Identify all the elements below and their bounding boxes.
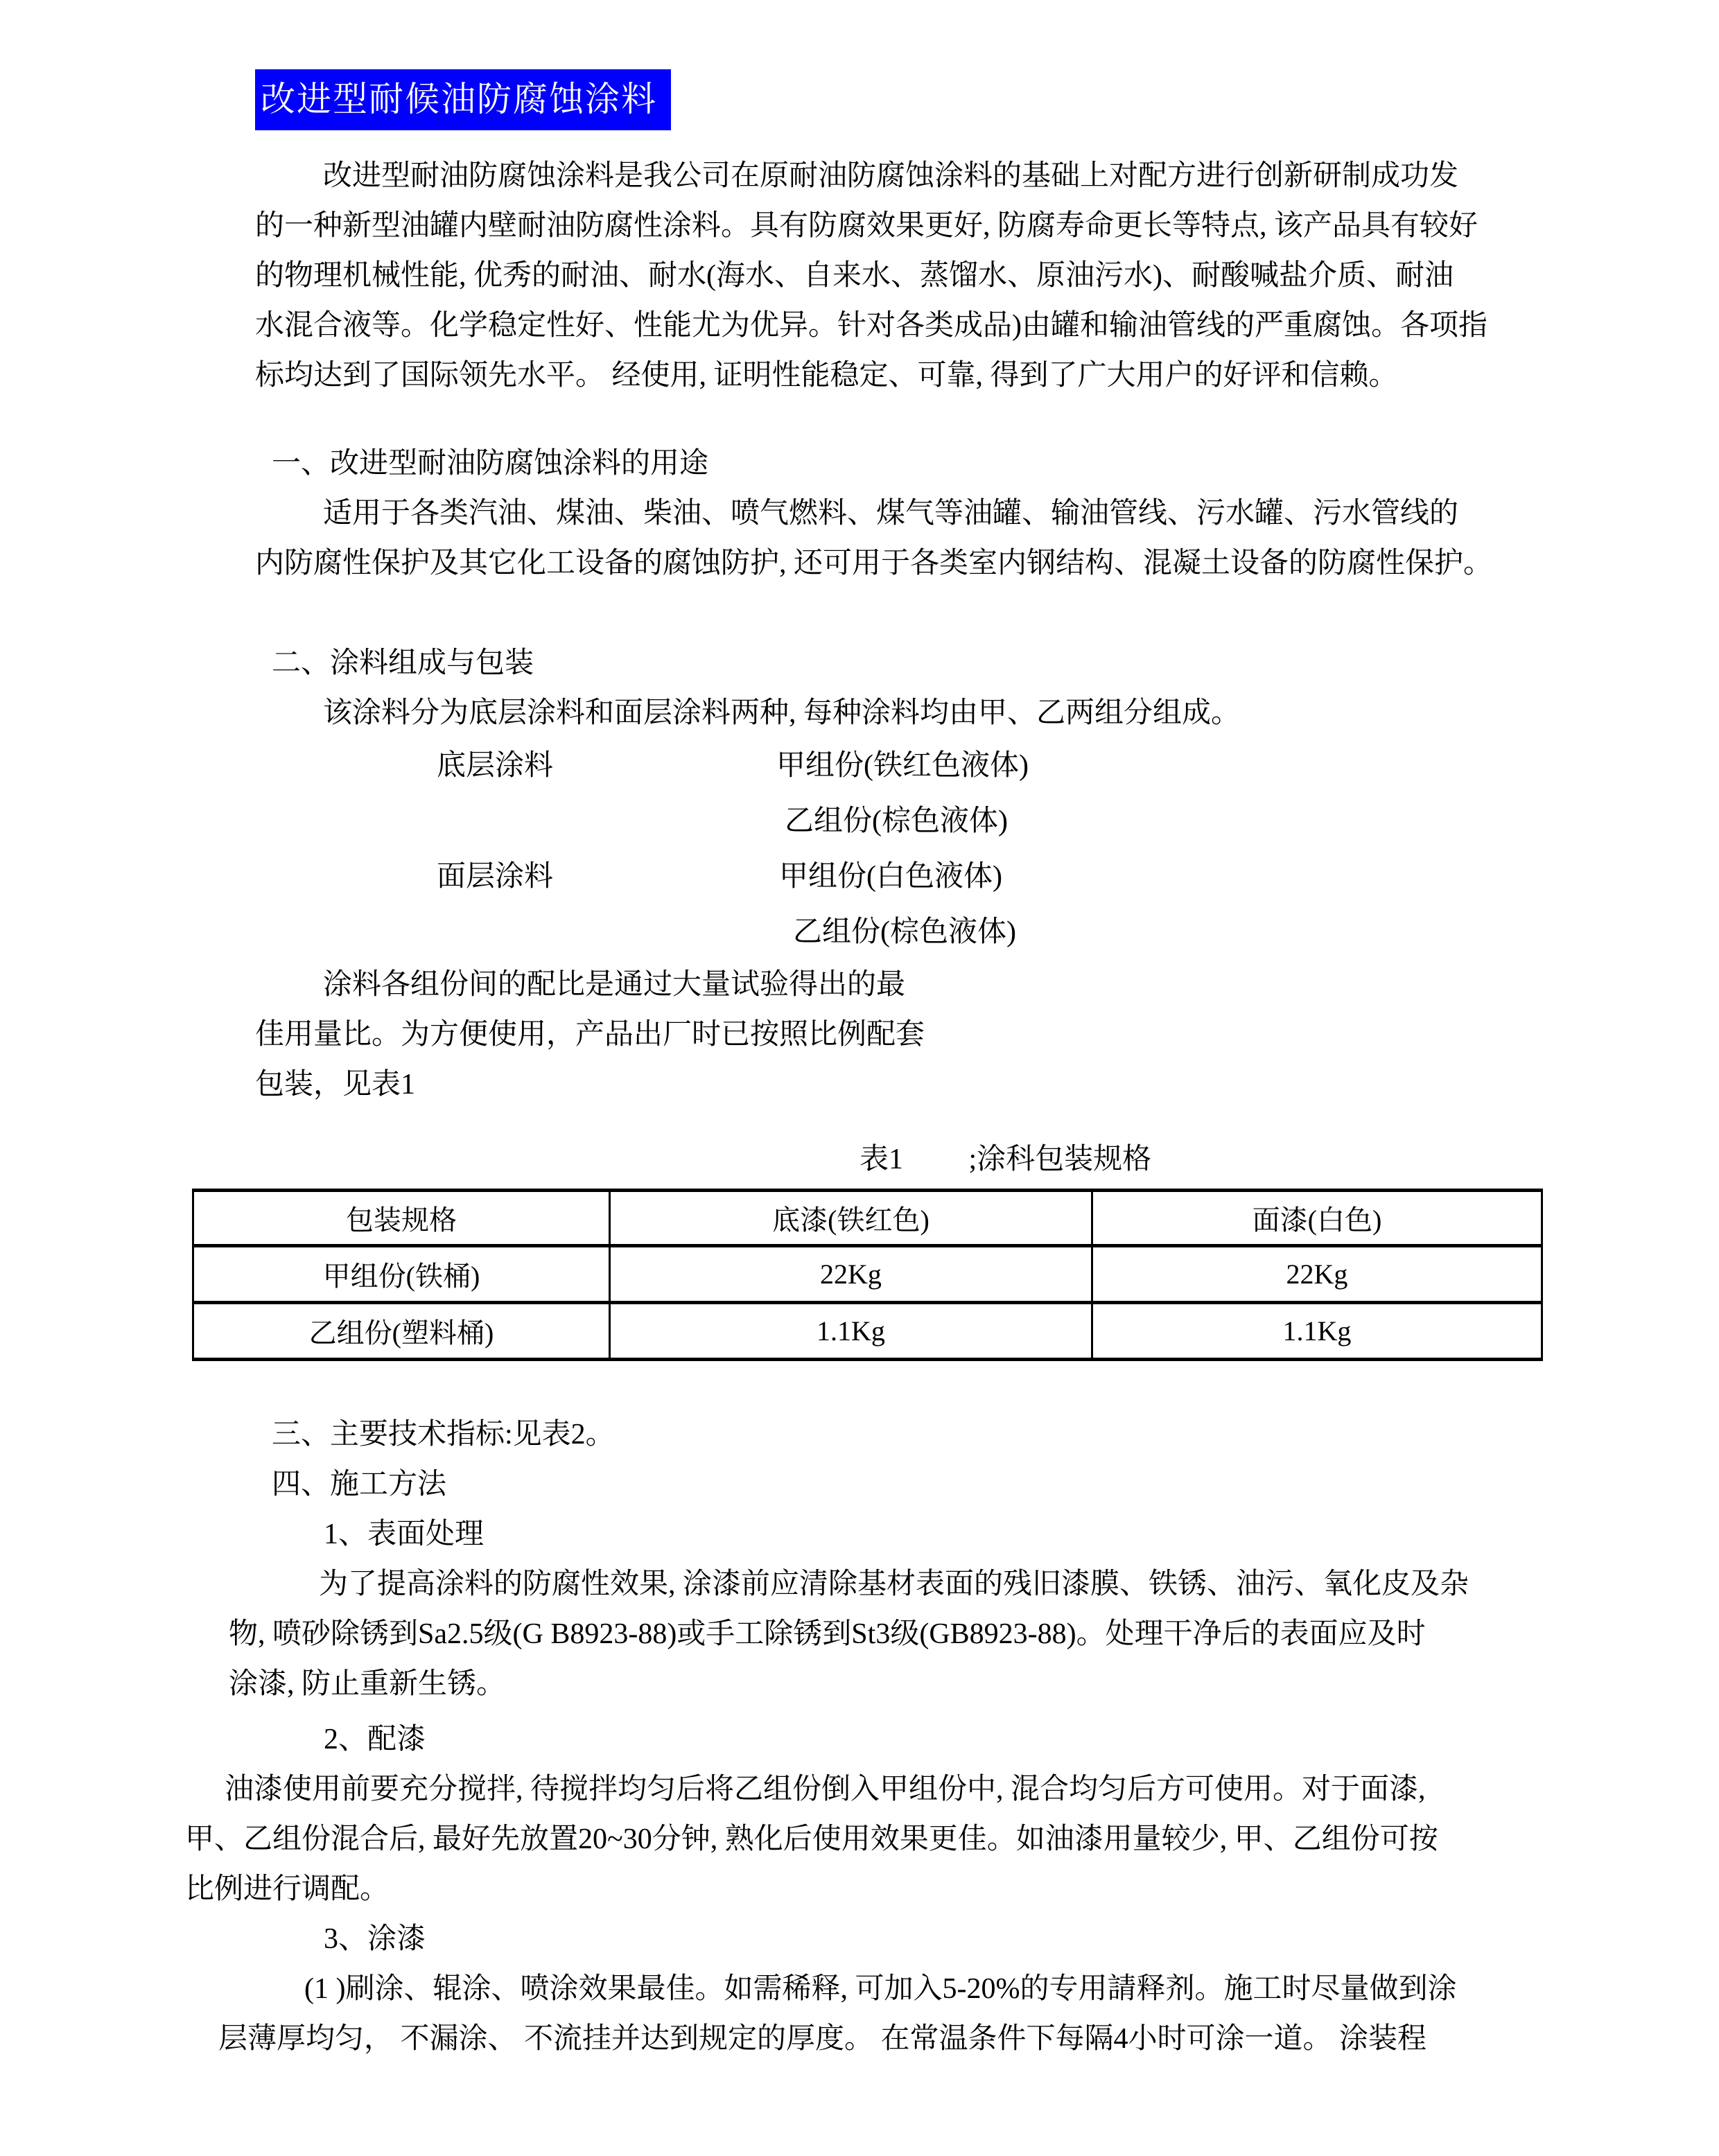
table-cell: 1.1Kg bbox=[610, 1303, 1092, 1360]
packing-spec-table bbox=[192, 1189, 1543, 1361]
section4-heading: 四、施工方法 bbox=[272, 1469, 447, 1500]
table-row bbox=[193, 1303, 1542, 1360]
surface-treatment-paragraph bbox=[229, 1559, 1518, 1709]
coating-line: (1 )刷涂、辊涂、喷涂效果最佳。如需稀释, 可加入5-20%的专用請释剂。施工时尽量做到涂 bbox=[304, 1973, 1457, 2005]
table1-caption: 表1 ;涂科包装规格 bbox=[860, 1143, 1152, 1175]
ratio-line: 涂料各组份间的配比是通过大量试验得出的最 bbox=[323, 969, 906, 1001]
ratio-paragraph bbox=[0, 960, 1719, 1110]
table-header-row bbox=[193, 1191, 1542, 1246]
sub1-heading: 1、表面处理 bbox=[324, 1518, 485, 1550]
section2-heading: 二、涂料组成与包装 bbox=[272, 647, 534, 679]
table-row bbox=[193, 1246, 1542, 1303]
component-part: 甲组份(铁红色液体) bbox=[776, 750, 1029, 782]
component-layer bbox=[437, 904, 776, 960]
mixing-line: 甲、乙组份混合后, 最好先放置20~30分钟, 熟化后使用效果更佳。如油漆用量较少, 甲、乙组份可按 bbox=[185, 1823, 1438, 1855]
paint-mixing-paragraph bbox=[185, 1764, 1525, 1914]
table-cell: 22Kg bbox=[1092, 1246, 1542, 1303]
table-cell: 乙组份(塑料桶) bbox=[193, 1303, 610, 1360]
component-list bbox=[0, 738, 1719, 960]
document-page bbox=[0, 69, 1719, 2156]
surface-line: 涂漆, 防止重新生锈。 bbox=[229, 1668, 506, 1700]
table-header-cell: 底漆(铁红色) bbox=[610, 1191, 1092, 1246]
intro-line: 水混合液等。化学稳定性好、性能尤为优异。针对各类成品)由罐和输油管线的严重腐蚀。各项指 bbox=[255, 310, 1487, 342]
component-part: 乙组份(棕色液体) bbox=[793, 916, 1016, 948]
section1-line: 内防腐性保护及其它化工设备的腐蚀防护, 还可用于各类室内钢结构、混凝土设备的防腐性保护。 bbox=[255, 547, 1493, 579]
page-title: 改进型耐候油防腐蚀涂料 bbox=[255, 69, 671, 130]
sub2-heading: 2、配漆 bbox=[324, 1724, 426, 1755]
surface-line: 物, 喷砂除锈到Sa2.5级(G B8923-88)或手工除锈到St3级(GB8923-88)。处理干净后的表面应及时 bbox=[229, 1618, 1426, 1650]
title-wrap bbox=[255, 69, 1719, 130]
mixing-line: 油漆使用前要充分搅拌, 待搅拌均匀后将乙组份倒入甲组份中, 混合均匀后方可使用。对于面漆, bbox=[225, 1773, 1426, 1805]
table-cell: 甲组份(铁桶) bbox=[193, 1246, 610, 1303]
table-header-cell: 面漆(白色) bbox=[1092, 1191, 1542, 1246]
table-cell: 1.1Kg bbox=[1092, 1303, 1542, 1360]
coating-paragraph bbox=[218, 1964, 1525, 2064]
section1-heading: 一、改进型耐油防腐蚀涂料的用途 bbox=[272, 448, 709, 480]
ratio-line: 佳用量比。为方便使用，产品出厂时已按照比例配套 bbox=[255, 1019, 925, 1051]
ratio-line: 包装，见表1 bbox=[255, 1069, 416, 1101]
component-row bbox=[0, 794, 1719, 849]
component-row bbox=[0, 904, 1719, 960]
table-header-cell: 包装规格 bbox=[193, 1191, 610, 1246]
intro-line: 改进型耐油防腐蚀涂料是我公司在原耐油防腐蚀涂料的基础上对配方进行创新研制成功发 bbox=[323, 160, 1459, 192]
component-layer: 底层涂料 bbox=[437, 750, 554, 782]
section3-heading: 三、主要技术指标:见表2。 bbox=[272, 1419, 615, 1451]
intro-line: 的物理机械性能, 优秀的耐油、耐水(海水、自来水、蒸馏水、原油污水)、耐酸喊盐介质、耐油 bbox=[255, 260, 1454, 292]
table-cell: 22Kg bbox=[610, 1246, 1092, 1303]
component-row bbox=[0, 738, 1719, 794]
component-part: 甲组份(白色液体) bbox=[779, 861, 1002, 893]
intro-line: 标均达到了国际领先水平。 经使用, 证明性能稳定、可靠, 得到了广大用户的好评和信赖。 bbox=[255, 360, 1398, 392]
surface-line: 为了提高涂料的防腐性效果, 涂漆前应清除基材表面的残旧漆膜、铁锈、油污、氧化皮及杂 bbox=[319, 1568, 1469, 1600]
mixing-line: 比例进行调配。 bbox=[185, 1873, 390, 1905]
coating-line: 层薄厚均匀， 不漏涂、 不流挂并达到规定的厚度。 在常温条件下每隔4小时可涂一道。 涂装程 bbox=[218, 2023, 1427, 2055]
intro-paragraph bbox=[0, 151, 1719, 401]
component-layer bbox=[437, 794, 776, 849]
component-part: 乙组份(棕色液体) bbox=[785, 805, 1008, 837]
component-row bbox=[0, 849, 1719, 904]
section1-paragraph bbox=[0, 489, 1719, 588]
section1-line: 适用于各类汽油、煤油、柴油、喷气燃料、煤气等油罐、输油管线、污水罐、污水管线的 bbox=[323, 498, 1459, 529]
component-layer: 面层涂料 bbox=[437, 861, 554, 893]
intro-line: 的一种新型油罐内壁耐油防腐性涂料。具有防腐效果更好, 防腐寿命更长等特点, 该产品具有较好 bbox=[255, 210, 1478, 242]
sub3-heading: 3、涂漆 bbox=[324, 1923, 426, 1955]
section2-intro-line: 该涂料分为底层涂料和面层涂料两种, 每种涂料均由甲、乙两组分组成。 bbox=[323, 697, 1241, 729]
